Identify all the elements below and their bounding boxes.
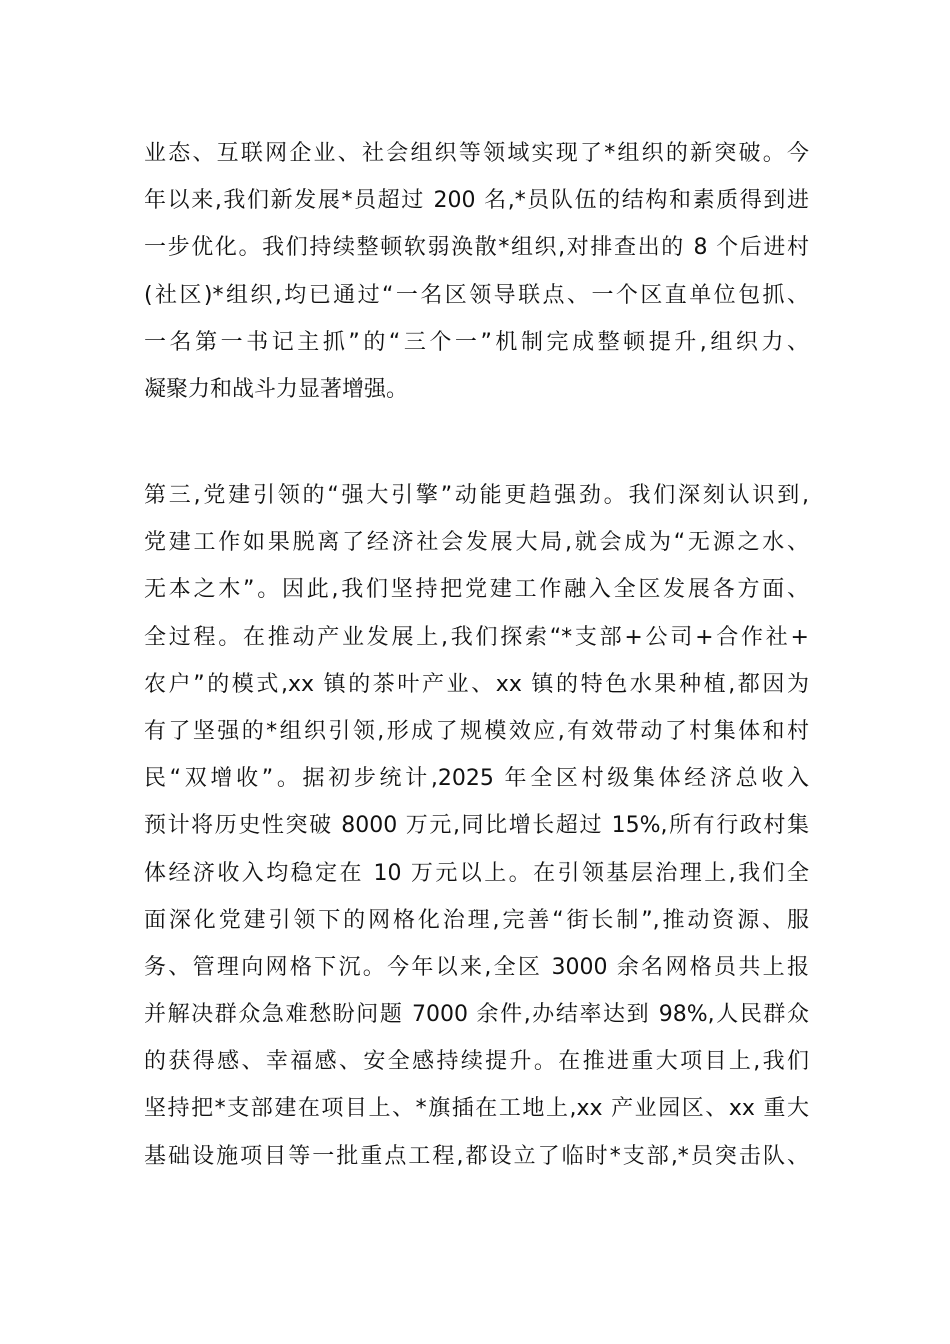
paragraph-2 (144, 472, 809, 1180)
text-line: 并解决群众急难愁盼问题 7000 余件,办结率达到 98%,人民群众 (144, 1002, 809, 1028)
text-line: 党建工作如果脱离了经济社会发展大局,就会成为“无源之水、 (144, 530, 809, 556)
text-line: 坚持把*支部建在项目上、*旗插在工地上,xx 产业园区、xx 重大 (144, 1096, 809, 1122)
text-line: 基础设施项目等一批重点工程,都设立了临时*支部,*员突击队、 (144, 1143, 809, 1169)
text-line: 农户”的模式,xx 镇的茶叶产业、xx 镇的特色水果种植,都因为 (144, 671, 809, 697)
text-line: 业态、互联网企业、社会组织等领域实现了*组织的新突破。今 (144, 141, 809, 166)
text-line: (社区)*组织,均已通过“一名区领导联点、一个区直单位包抓、 (144, 282, 809, 308)
text-line: 面深化党建引领下的网格化治理,完善“街长制”,推动资源、服 (144, 907, 809, 933)
text-line: 的获得感、幸福感、安全感持续提升。在推进重大项目上,我们 (144, 1049, 809, 1075)
text-line: 一步优化。我们持续整顿软弱涣散*组织,对排查出的 8 个后进村 (144, 235, 809, 261)
text-line: 民“双增收”。据初步统计,2025 年全区村级集体经济总收入 (144, 766, 809, 792)
text-line: 务、管理向网格下沉。今年以来,全区 3000 余名网格员共上报 (144, 954, 809, 980)
text-line: 年以来,我们新发展*员超过 200 名,*员队伍的结构和素质得到进 (144, 188, 809, 214)
text-line: 预计将历史性突破 8000 万元,同比增长超过 15%,所有行政村集 (144, 813, 809, 839)
text-line: 第三,党建引领的“强大引擎”动能更趋强劲。我们深刻认识到, (144, 483, 809, 508)
text-line: 有了坚强的*组织引领,形成了规模效应,有效带动了村集体和村 (144, 718, 809, 744)
text-line-last: 凝聚力和战斗力显著增强。 (144, 376, 409, 402)
text-line: 全过程。在推动产业发展上,我们探索“*支部+公司+合作社+ (144, 624, 809, 650)
text-line: 无本之木”。因此,我们坚持把党建工作融入全区发展各方面、 (144, 577, 809, 603)
text-line: 一名第一书记主抓”的“三个一”机制完成整顿提升,组织力、 (144, 329, 809, 355)
paragraph-1 (144, 130, 809, 413)
text-line: 体经济收入均稳定在 10 万元以上。在引领基层治理上,我们全 (144, 860, 809, 886)
